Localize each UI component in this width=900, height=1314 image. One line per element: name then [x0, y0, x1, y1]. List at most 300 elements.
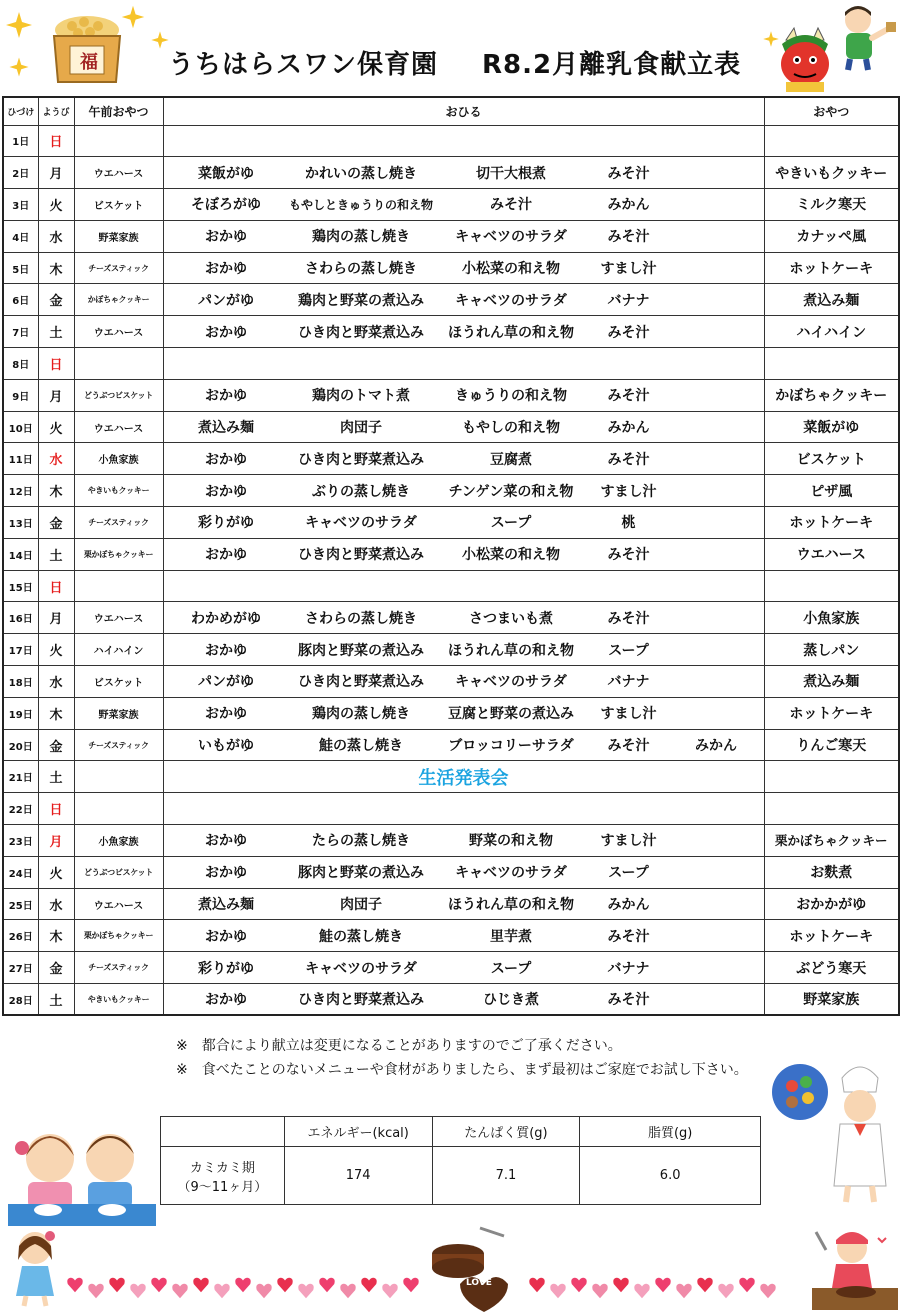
nutrition-row-label	[161, 1147, 285, 1205]
lunch-item: すまし汁	[600, 261, 657, 278]
row-date: 15日	[3, 570, 38, 602]
row-am-snack: 栗かぼちゃクッキー	[74, 538, 163, 570]
lunch-items	[164, 825, 764, 856]
sparkle-icon	[8, 56, 30, 78]
lunch-item: 鮭の蒸し焼き	[319, 738, 403, 755]
nutrition-header-fat: 脂質(g)	[580, 1117, 761, 1147]
lunch-item: おかゆ	[205, 324, 247, 341]
lunch-item: すまし汁	[600, 833, 657, 850]
row-am-snack: チーズスティック	[74, 252, 163, 284]
lunch-item: おかゆ	[205, 261, 247, 278]
school-name: うちはらスワン保育園	[168, 50, 439, 80]
lunch-item: みそ汁	[607, 610, 650, 627]
lunch-item: バナナ	[607, 960, 650, 977]
nutrition-value-row	[161, 1147, 761, 1205]
row-date: 12日	[3, 475, 38, 507]
sparkle-icon	[762, 30, 780, 48]
lunch-item: みそ汁	[607, 229, 650, 246]
lunch-item: もやしの和え物	[462, 420, 560, 437]
nutrition-header-blank	[161, 1117, 285, 1147]
lunch-items	[164, 889, 764, 920]
lunch-item: 小松菜の和え物	[462, 261, 560, 278]
nutrition-header-protein: たんぱく質(g)	[432, 1117, 580, 1147]
row-date: 19日	[3, 697, 38, 729]
lunch-item: 桃	[621, 515, 636, 532]
header-weekday: ようび	[38, 97, 74, 125]
row-date: 4日	[3, 220, 38, 252]
lunch-item: ほうれん草の和え物	[448, 897, 574, 914]
lunch-item: キャベツのサラダ	[305, 515, 417, 532]
lunch-item: 鮭の蒸し焼き	[319, 928, 403, 945]
row-weekday: 土	[38, 984, 74, 1016]
row-pm-snack: ミルク寒天	[764, 189, 899, 221]
row-pm-snack: ピザ風	[764, 475, 899, 507]
lunch-item: キャベツのサラダ	[455, 674, 567, 691]
lunch-item: 煮込み麺	[198, 420, 254, 437]
row-weekday: 木	[38, 475, 74, 507]
lunch-item: スープ	[608, 865, 649, 882]
lunch-item: 肉団子	[340, 420, 382, 437]
row-pm-snack: ホットケーキ	[764, 920, 899, 952]
table-row	[3, 856, 899, 888]
row-pm-snack: ぶどう寒天	[764, 952, 899, 984]
lunch-items	[164, 253, 764, 284]
table-row	[3, 284, 899, 316]
lunch-item: きゅうりの和え物	[455, 388, 567, 405]
row-lunch	[163, 666, 764, 698]
lunch-item: みそ汁	[607, 324, 650, 341]
row-lunch	[163, 443, 764, 475]
row-weekday: 火	[38, 189, 74, 221]
heart-icon	[87, 1282, 105, 1300]
row-pm-snack: かぼちゃクッキー	[764, 379, 899, 411]
row-date: 5日	[3, 252, 38, 284]
row-weekday: 金	[38, 507, 74, 539]
lunch-item: バナナ	[607, 674, 650, 691]
row-lunch	[163, 220, 764, 252]
lunch-item: おかゆ	[205, 833, 247, 850]
row-lunch	[163, 602, 764, 634]
row-lunch	[163, 348, 764, 380]
lunch-item: ひき肉と野菜煮込み	[298, 992, 424, 1009]
table-row	[3, 316, 899, 348]
table-row	[3, 570, 899, 602]
row-pm-snack: ハイハイン	[764, 316, 899, 348]
row-am-snack: ウエハース	[74, 157, 163, 189]
lunch-item: 菜飯がゆ	[198, 165, 254, 182]
lunch-item: 肉団子	[340, 897, 382, 914]
row-lunch	[163, 825, 764, 857]
lunch-items	[164, 316, 764, 347]
row-am-snack: ハイハイン	[74, 634, 163, 666]
row-pm-snack: 野菜家族	[764, 984, 899, 1016]
sparkle-icon	[150, 30, 170, 50]
row-pm-snack: 菜飯がゆ	[764, 411, 899, 443]
row-date: 27日	[3, 952, 38, 984]
table-header-row	[3, 97, 899, 125]
heart-icon	[717, 1282, 735, 1300]
row-am-snack: どうぶつビスケット	[74, 856, 163, 888]
lunch-item: 豆腐と野菜の煮込み	[448, 706, 574, 723]
heart-icon	[150, 1276, 168, 1294]
lunch-item: 里芋煮	[490, 928, 532, 945]
lunch-item: ひき肉と野菜煮込み	[298, 451, 424, 468]
lunch-item: かれいの蒸し焼き	[305, 165, 417, 182]
lunch-item: キャベツのサラダ	[455, 229, 567, 246]
row-pm-snack: お麩煮	[764, 856, 899, 888]
row-lunch	[163, 507, 764, 539]
table-row	[3, 634, 899, 666]
lunch-item: みかん	[607, 897, 650, 914]
row-lunch	[163, 379, 764, 411]
row-weekday: 火	[38, 634, 74, 666]
table-row	[3, 379, 899, 411]
row-pm-snack: 蒸しパン	[764, 634, 899, 666]
row-date: 8日	[3, 348, 38, 380]
row-pm-snack: ホットケーキ	[764, 252, 899, 284]
row-weekday: 土	[38, 538, 74, 570]
row-am-snack: ウエハース	[74, 411, 163, 443]
heart-icon	[633, 1282, 651, 1300]
lunch-items	[164, 857, 764, 888]
sparkle-icon	[4, 10, 34, 40]
lunch-item: 豚肉と野菜の煮込み	[298, 865, 424, 882]
lunch-item: おかゆ	[205, 547, 247, 564]
heart-icon	[381, 1282, 399, 1300]
heart-icon	[591, 1282, 609, 1300]
lunch-item: ひき肉と野菜煮込み	[298, 324, 424, 341]
lunch-item: バナナ	[607, 292, 650, 309]
row-weekday: 土	[38, 316, 74, 348]
table-row	[3, 793, 899, 825]
row-pm-snack	[764, 761, 899, 793]
note-line: ※ 食べたことのないメニューや食材がありましたら、まず最初はご家庭でお試し下さい。	[176, 1062, 748, 1078]
table-row	[3, 602, 899, 634]
lunch-item: 彩りがゆ	[198, 515, 254, 532]
row-date: 21日	[3, 761, 38, 793]
row-weekday: 金	[38, 729, 74, 761]
heart-icon	[297, 1282, 315, 1300]
lunch-item: おかゆ	[205, 451, 247, 468]
row-weekday: 日	[38, 348, 74, 380]
lunch-item: もやしときゅうりの和え物	[288, 197, 433, 212]
row-date: 26日	[3, 920, 38, 952]
lunch-item: さわらの蒸し焼き	[305, 610, 417, 627]
row-am-snack	[74, 761, 163, 793]
lunch-item: ブロッコリーサラダ	[448, 738, 574, 755]
notes	[176, 1034, 748, 1082]
children-eating-illustration	[8, 1118, 156, 1226]
lunch-item: キャベツのサラダ	[305, 960, 417, 977]
row-date: 2日	[3, 157, 38, 189]
lunch-item: パンがゆ	[198, 292, 254, 309]
row-date: 18日	[3, 666, 38, 698]
row-weekday: 日	[38, 793, 74, 825]
table-row	[3, 189, 899, 221]
row-am-snack: どうぶつビスケット	[74, 379, 163, 411]
lunch-item: スープ	[608, 642, 649, 659]
event-label: 生活発表会	[418, 767, 509, 789]
row-pm-snack: 栗かぼちゃクッキー	[764, 825, 899, 857]
table-row	[3, 252, 899, 284]
heart-icon	[696, 1276, 714, 1294]
row-lunch	[163, 157, 764, 189]
lunch-item: スープ	[490, 960, 532, 977]
lunch-item: すまし汁	[600, 483, 657, 500]
row-pm-snack: やきいもクッキー	[764, 157, 899, 189]
lunch-item: 野菜の和え物	[469, 833, 553, 850]
row-lunch	[163, 538, 764, 570]
table-row	[3, 538, 899, 570]
row-date: 10日	[3, 411, 38, 443]
lunch-item: おかゆ	[205, 706, 247, 723]
lunch-items	[164, 984, 764, 1014]
love-label: LOVE	[466, 1278, 492, 1288]
lunch-items	[164, 443, 764, 474]
table-row	[3, 729, 899, 761]
row-am-snack	[74, 793, 163, 825]
lunch-items	[164, 157, 764, 188]
lunch-item: キャベツのサラダ	[455, 292, 567, 309]
row-lunch	[163, 570, 764, 602]
row-weekday: 木	[38, 920, 74, 952]
lunch-item: みそ汁	[607, 992, 650, 1009]
row-weekday: 月	[38, 825, 74, 857]
row-am-snack: 小魚家族	[74, 443, 163, 475]
row-lunch	[163, 920, 764, 952]
lunch-item: 鶏肉と野菜の煮込み	[298, 292, 424, 309]
lunch-items	[164, 666, 764, 697]
heart-icon	[276, 1276, 294, 1294]
row-pm-snack: おかかがゆ	[764, 888, 899, 920]
nutrition-table	[160, 1116, 761, 1205]
row-lunch	[163, 284, 764, 316]
lunch-item: みかん	[607, 420, 650, 437]
row-am-snack: チーズスティック	[74, 507, 163, 539]
row-weekday: 水	[38, 443, 74, 475]
table-row	[3, 697, 899, 729]
lunch-item: さわらの蒸し焼き	[305, 261, 417, 278]
row-am-snack: 小魚家族	[74, 825, 163, 857]
row-am-snack	[74, 570, 163, 602]
lunch-items	[164, 189, 764, 220]
nutrition-age-label: （9～11ヶ月）	[177, 1179, 268, 1195]
row-lunch	[163, 316, 764, 348]
row-am-snack: ビスケット	[74, 666, 163, 698]
note-line: ※ 都合により献立は変更になることがありますのでご了承ください。	[176, 1038, 622, 1054]
row-am-snack: やきいもクッキー	[74, 475, 163, 507]
row-lunch	[163, 411, 764, 443]
row-lunch	[163, 984, 764, 1016]
row-weekday: 日	[38, 570, 74, 602]
row-date: 1日	[3, 125, 38, 157]
table-row	[3, 761, 899, 793]
heart-icon	[675, 1282, 693, 1300]
lunch-item: みそ汁	[607, 928, 650, 945]
girl-illustration	[6, 1226, 64, 1308]
row-am-snack: 栗かぼちゃクッキー	[74, 920, 163, 952]
nutrition-energy-value: 174	[284, 1147, 432, 1205]
table-row	[3, 348, 899, 380]
fuku-label: 福	[80, 52, 98, 73]
lunch-item: ひき肉と野菜煮込み	[298, 547, 424, 564]
row-lunch	[163, 729, 764, 761]
row-am-snack: チーズスティック	[74, 952, 163, 984]
heart-icon	[654, 1276, 672, 1294]
row-date: 24日	[3, 856, 38, 888]
row-weekday: 水	[38, 666, 74, 698]
heart-icon	[255, 1282, 273, 1300]
lunch-item: ほうれん草の和え物	[448, 324, 574, 341]
lunch-item: キャベツのサラダ	[455, 865, 567, 882]
lunch-item: おかゆ	[205, 865, 247, 882]
lunch-item: 煮込み麺	[198, 897, 254, 914]
row-date: 9日	[3, 379, 38, 411]
lunch-items	[164, 380, 764, 411]
lunch-item: みかん	[607, 197, 650, 214]
row-pm-snack: 煮込み麺	[764, 284, 899, 316]
row-pm-snack	[764, 793, 899, 825]
row-date: 7日	[3, 316, 38, 348]
row-date: 13日	[3, 507, 38, 539]
lunch-item: 豚肉と野菜の煮込み	[298, 642, 424, 659]
row-weekday: 水	[38, 888, 74, 920]
lunch-item: みそ汁	[607, 388, 650, 405]
heart-icon	[738, 1276, 756, 1294]
lunch-item: みかん	[695, 738, 737, 755]
row-am-snack: ウエハース	[74, 316, 163, 348]
heart-icon	[360, 1276, 378, 1294]
row-date: 3日	[3, 189, 38, 221]
lunch-item: たらの蒸し焼き	[312, 833, 410, 850]
heart-icon	[192, 1276, 210, 1294]
table-row	[3, 475, 899, 507]
table-row	[3, 157, 899, 189]
row-weekday: 火	[38, 411, 74, 443]
lunch-items	[164, 507, 764, 538]
row-am-snack: ウエハース	[74, 888, 163, 920]
table-row	[3, 825, 899, 857]
lunch-items	[164, 698, 764, 729]
lunch-item: ぶりの蒸し焼き	[312, 483, 410, 500]
girl-cooking-illustration	[812, 1224, 898, 1310]
row-lunch	[163, 793, 764, 825]
nutrition-fat-value: 6.0	[580, 1147, 761, 1205]
boy-throwing-beans-illustration	[828, 2, 898, 72]
row-am-snack: チーズスティック	[74, 729, 163, 761]
chocolate-love-illustration	[420, 1224, 520, 1312]
heart-icon	[234, 1276, 252, 1294]
row-date: 17日	[3, 634, 38, 666]
row-weekday: 金	[38, 284, 74, 316]
row-lunch	[163, 888, 764, 920]
lunch-item: スープ	[490, 515, 532, 532]
table-row	[3, 411, 899, 443]
table-row	[3, 920, 899, 952]
heart-icon	[759, 1282, 777, 1300]
lunch-item: みそ汁	[607, 547, 650, 564]
heart-icon	[108, 1276, 126, 1294]
table-row	[3, 507, 899, 539]
row-date: 11日	[3, 443, 38, 475]
row-lunch	[163, 189, 764, 221]
lunch-item: ほうれん草の和え物	[448, 642, 574, 659]
lunch-item: 鶏肉のトマト煮	[312, 388, 410, 405]
row-lunch	[163, 952, 764, 984]
row-date: 14日	[3, 538, 38, 570]
lunch-item: おかゆ	[205, 642, 247, 659]
lunch-items	[164, 730, 764, 761]
page-header	[0, 0, 900, 95]
lunch-item: おかゆ	[205, 483, 247, 500]
nutrition-header-row	[161, 1117, 761, 1147]
row-date: 23日	[3, 825, 38, 857]
lunch-item: わかめがゆ	[191, 610, 261, 627]
row-weekday: 金	[38, 952, 74, 984]
lunch-item: いもがゆ	[198, 738, 254, 755]
lunch-items	[164, 221, 764, 252]
lunch-items	[164, 602, 764, 633]
heart-icon	[549, 1282, 567, 1300]
lunch-items	[164, 412, 764, 443]
header-am-snack: 午前おやつ	[74, 97, 163, 125]
row-am-snack: かぼちゃクッキー	[74, 284, 163, 316]
row-lunch	[163, 125, 764, 157]
row-pm-snack: ホットケーキ	[764, 697, 899, 729]
row-weekday: 木	[38, 697, 74, 729]
row-pm-snack: ビスケット	[764, 443, 899, 475]
lunch-items	[164, 475, 764, 506]
row-pm-snack	[764, 125, 899, 157]
row-weekday: 月	[38, 379, 74, 411]
lunch-item: パンがゆ	[198, 674, 254, 691]
table-row	[3, 888, 899, 920]
row-weekday: 月	[38, 157, 74, 189]
row-lunch	[163, 475, 764, 507]
lunch-item: 豆腐煮	[490, 451, 532, 468]
lunch-items	[164, 920, 764, 951]
row-date: 25日	[3, 888, 38, 920]
lunch-item: おかゆ	[205, 388, 247, 405]
row-am-snack	[74, 125, 163, 157]
row-weekday: 水	[38, 220, 74, 252]
row-am-snack: ビスケット	[74, 189, 163, 221]
table-row	[3, 984, 899, 1016]
row-weekday: 木	[38, 252, 74, 284]
menu-table	[2, 96, 900, 1016]
row-pm-snack: 小魚家族	[764, 602, 899, 634]
row-weekday: 火	[38, 856, 74, 888]
table-row	[3, 125, 899, 157]
row-lunch	[163, 856, 764, 888]
lunch-items	[164, 539, 764, 570]
row-weekday: 日	[38, 125, 74, 157]
lunch-item: ひじき煮	[483, 992, 539, 1009]
row-pm-snack	[764, 570, 899, 602]
lunch-items	[164, 284, 764, 315]
row-pm-snack: ホットケーキ	[764, 507, 899, 539]
lunch-item: おかゆ	[205, 928, 247, 945]
lunch-item: みそ汁	[607, 738, 650, 755]
lunch-item: 鶏肉の蒸し焼き	[312, 706, 410, 723]
lunch-item: みそ汁	[607, 451, 650, 468]
row-pm-snack: ウエハース	[764, 538, 899, 570]
lunch-item: すまし汁	[600, 706, 657, 723]
heart-icon	[213, 1282, 231, 1300]
lunch-item: おかゆ	[205, 992, 247, 1009]
heart-icon	[339, 1282, 357, 1300]
nutrition-protein-value: 7.1	[432, 1147, 580, 1205]
